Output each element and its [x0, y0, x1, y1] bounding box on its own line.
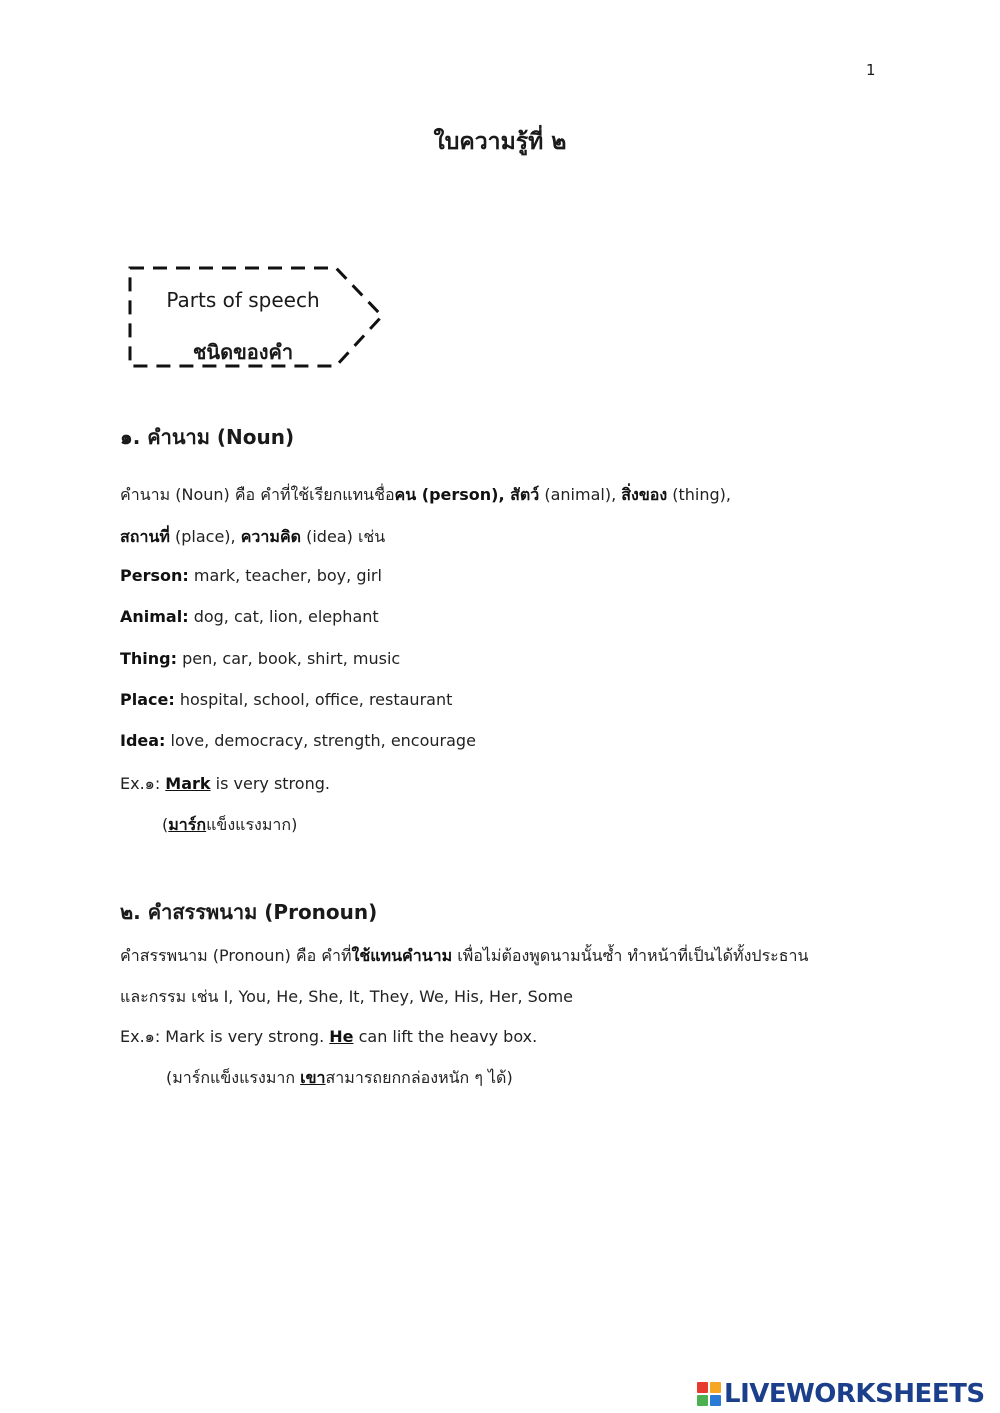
noun-animal-row: Animal: dog, cat, lion, elephant [120, 607, 379, 626]
logo-block [697, 1382, 708, 1393]
document-title: ใบความรู้ที่ ๒ [433, 129, 567, 155]
parts-of-speech-tag [128, 266, 386, 368]
noun-definition-line1: คำนาม (Noun) คือ คำที่ใช้เรียกแทนชื่อคน (person), สัตว์ (animal), สิ่งของ (thing), [120, 485, 731, 504]
pronoun-example-translation: (มาร์กแข็งแรงมาก เขาสามารถยกกล่องหนัก ๆ ได้) [166, 1068, 513, 1087]
noun-person-row: Person: mark, teacher, boy, girl [120, 566, 382, 585]
pronoun-heading: ๒. คำสรรพนาม (Pronoun) [120, 900, 378, 924]
logo-block [710, 1382, 721, 1393]
liveworksheets-logo[interactable] [697, 1378, 985, 1410]
logo-blocks-icon [697, 1382, 721, 1406]
noun-heading: ๑. คำนาม (Noun) [120, 425, 295, 449]
tag-title-english: Parts of speech [166, 288, 320, 312]
noun-thing-row: Thing: pen, car, book, shirt, music [120, 649, 401, 668]
noun-example: Ex.๑: Mark is very strong. [120, 774, 330, 793]
noun-example-translation: (มาร์กแข็งแรงมาก) [162, 815, 298, 834]
tag-title-thai: ชนิดของคำ [192, 340, 294, 364]
noun-place-row: Place: hospital, school, office, restaurant [120, 690, 453, 709]
page-number: 1 [866, 61, 876, 79]
noun-definition-line2: สถานที่ (place), ความคิด (idea) เช่น [120, 527, 386, 546]
pronoun-definition-line2: และกรรม เช่น I, You, He, She, It, They, We, His, Her, Some [120, 987, 574, 1006]
logo-block [710, 1395, 721, 1406]
logo-text: LIVEWORKSHEETS [724, 1379, 985, 1409]
pronoun-definition-line1: คำสรรพนาม (Pronoun) คือ คำที่ใช้แทนคำนาม เพื่อไม่ต้องพูดนามนั้นซ้ำ ทำหน้าที่เป็นได้ทั้งประธาน [120, 946, 809, 965]
noun-idea-row: Idea: love, democracy, strength, encourage [120, 731, 476, 750]
pronoun-example: Ex.๑: Mark is very strong. He can lift the heavy box. [120, 1027, 538, 1046]
logo-block [697, 1395, 708, 1406]
